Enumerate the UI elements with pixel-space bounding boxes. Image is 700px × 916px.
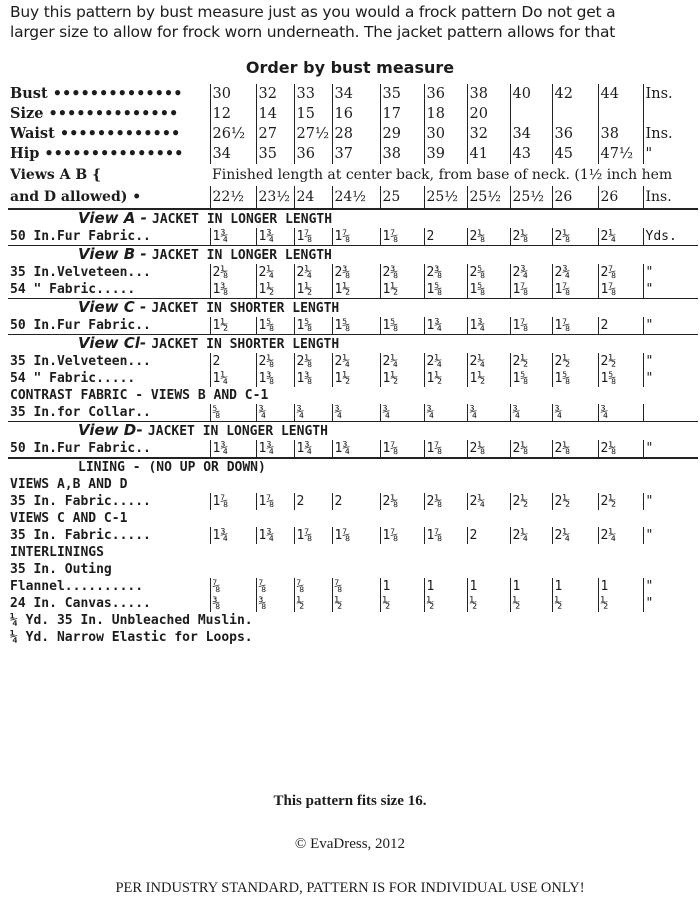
table-row [8,144,698,164]
value-cell: 1⅝ [294,317,332,335]
value-cell: 16 [332,104,380,124]
views-allowed: allowed) • [56,189,142,205]
value-cell: ½ [380,595,424,612]
value-cell: 25 [380,186,424,209]
row-label: 50 In.Fur Fabric.. [10,441,151,456]
table-row [8,440,698,458]
unit-cell: Ins. [643,84,698,104]
value-cell: 2¼ [467,353,510,370]
unit-cell: " [643,281,698,299]
value-cell: 25½ [424,186,467,209]
unit-cell: " [643,493,698,510]
value-cell: 36 [552,124,598,144]
value-cell: ½ [552,595,598,612]
value-cell: 2½ [510,353,552,370]
unit-cell: Ins. [643,124,698,144]
row-label: Waist ••••••••••••• [10,125,181,142]
value-cell: ⅞ [210,578,256,595]
value-cell: 2¼ [510,527,552,544]
unit-cell: Yds. [643,228,698,246]
value-cell: 1½ [210,317,256,335]
value-cell: 2⅛ [424,493,467,510]
value-cell: 39 [424,144,467,164]
value-cell: 2⅛ [210,264,256,281]
extra-item: ¼ Yd. 35 In. Unbleached Muslin. [10,613,253,628]
value-cell: 1⅞ [510,281,552,299]
value-cell: 1¾ [210,440,256,458]
value-cell [552,104,598,124]
value-cell: 1¾ [424,317,467,335]
value-cell: 1⅝ [467,281,510,299]
value-cell: 2⅝ [467,264,510,281]
lining-title: LINING - (NO UP OR DOWN) [8,458,698,476]
table-row [8,281,698,299]
value-cell: 2½ [598,353,643,370]
table-row [8,186,698,209]
row-heading: 35 In. Outing [10,562,112,577]
value-cell: 2¼ [598,527,643,544]
fit-note: This pattern fits size 16. [273,793,427,809]
value-cell: ¾ [294,404,332,422]
value-cell: 1⅞ [294,228,332,246]
table-row [8,578,698,595]
unit-cell: " [643,527,698,544]
unit-cell: Ins. [643,186,698,209]
value-cell: 1½ [256,281,294,299]
extra-item: ¼ Yd. Narrow Elastic for Loops. [10,630,253,645]
value-cell: 28 [332,124,380,144]
value-cell: 32 [256,84,294,104]
value-cell: 2¼ [332,353,380,370]
value-cell: 2½ [552,353,598,370]
value-cell: 1½ [332,281,380,299]
value-cell: 1⅝ [256,317,294,335]
unit-cell: " [643,353,698,370]
section-header [8,209,698,228]
value-cell: 1¾ [332,440,380,458]
value-cell: 47½ [598,144,643,164]
row-label: 24 In. Canvas..... [10,596,151,611]
value-cell: ⅜ [256,595,294,612]
row-label: Size •••••••••••••• [10,105,179,122]
value-cell: 2⅛ [552,228,598,246]
row-label: 35 In.Velveteen... [10,354,151,369]
unit-cell: " [643,595,698,612]
value-cell: 1½ [380,370,424,387]
value-cell: 30 [210,84,256,104]
value-cell: 1⅞ [510,317,552,335]
value-cell: 1¼ [210,370,256,387]
row-heading: INTERLININGS [10,545,104,560]
unit-cell: " [643,317,698,335]
unit-cell: " [643,370,698,387]
value-cell: ½ [510,595,552,612]
value-cell: 1¾ [210,527,256,544]
value-cell: ½ [598,595,643,612]
value-cell: 2¼ [598,228,643,246]
section-title [8,422,698,441]
value-cell: 2¾ [510,264,552,281]
value-cell: 38 [467,84,510,104]
value-cell: 2⅜ [332,264,380,281]
view-name: View D- [78,421,148,439]
views-and-d: and D [10,189,57,205]
value-cell: 2½ [598,493,643,510]
value-cell: 2⅛ [598,440,643,458]
value-cell: 23½ [256,186,294,209]
value-cell: 2⅛ [294,353,332,370]
value-cell: 1½ [380,281,424,299]
view-title: JACKET IN LONGER LENGTH [151,248,332,263]
value-cell: 2½ [552,493,598,510]
value-cell: 36 [294,144,332,164]
value-cell: 1½ [332,370,380,387]
table-row [8,228,698,246]
value-cell: 1¾ [210,228,256,246]
value-cell: 33 [294,84,332,104]
table-row [8,370,698,387]
value-cell: 32 [467,124,510,144]
unit-cell [643,104,698,124]
value-cell: 1 [598,578,643,595]
unit-cell: " [643,144,698,164]
usage-notice: PER INDUSTRY STANDARD, PATTERN IS FOR INDIVIDUAL USE ONLY! [115,880,585,896]
value-cell: 26 [598,186,643,209]
value-cell: ¾ [380,404,424,422]
value-cell: 2 [424,228,467,246]
table-row [8,510,698,527]
value-cell: 2 [467,527,510,544]
row-label: 35 In. Fabric..... [10,494,151,509]
value-cell: 24½ [332,186,380,209]
value-cell: ½ [424,595,467,612]
value-cell: 1⅜ [210,281,256,299]
value-cell: 35 [380,84,424,104]
view-name: View C - [78,298,152,316]
value-cell: 2⅜ [424,264,467,281]
value-cell: 2¼ [256,264,294,281]
value-cell: 1⅞ [294,527,332,544]
value-cell: ½ [467,595,510,612]
value-cell: ⅞ [332,578,380,595]
value-cell: 2 [294,493,332,510]
value-cell: 40 [510,84,552,104]
value-cell: 1¾ [256,228,294,246]
value-cell: ¾ [552,404,598,422]
view-title: JACKET IN LONGER LENGTH [152,212,333,227]
views-description: Finished length at center back, from base of neck. (1½ inch hem [212,167,673,183]
value-cell: 25½ [510,186,552,209]
value-cell: 1⅞ [424,440,467,458]
value-cell: 2⅛ [380,493,424,510]
value-cell: ⅞ [294,578,332,595]
value-cell: 1¾ [256,527,294,544]
table-row [8,629,698,646]
value-cell: 2¼ [380,353,424,370]
value-cell: 24 [294,186,332,209]
views-label-2 [8,186,210,209]
value-cell: ½ [332,595,380,612]
value-cell: 42 [552,84,598,104]
table-row [8,544,698,561]
unit-cell: " [643,264,698,281]
row-heading: CONTRAST FABRIC - VIEWS B AND C-1 [10,388,269,403]
value-cell: 43 [510,144,552,164]
section-title [8,299,698,318]
intro-line-2: larger size to allow for frock worn underneath. The jacket pattern allows for that [10,23,616,41]
view-name: View B - [78,245,152,263]
value-cell: 1¾ [294,440,332,458]
value-cell: 1½ [467,370,510,387]
table-row [8,84,698,104]
value-cell: 2⅛ [552,440,598,458]
value-cell: 2⅛ [467,440,510,458]
view-name: View A - [78,209,153,227]
section-header [8,246,698,265]
unit-cell: " [643,440,698,458]
value-cell: 2½ [510,493,552,510]
value-cell: 25½ [467,186,510,209]
value-cell: 2¾ [552,264,598,281]
value-cell: 2¼ [424,353,467,370]
value-cell [510,104,552,124]
value-cell: 37 [332,144,380,164]
row-label: 35 In.for Collar.. [10,405,151,420]
value-cell: 1⅝ [598,370,643,387]
value-cell: 1½ [424,370,467,387]
value-cell [598,104,643,124]
views-label: Views A B { [10,167,102,183]
value-cell: 1⅞ [380,440,424,458]
value-cell: ¾ [510,404,552,422]
row-label: 50 In.Fur Fabric.. [10,318,151,333]
value-cell: 34 [210,144,256,164]
row-label: 35 In.Velveteen... [10,265,151,280]
row-heading: VIEWS A,B AND D [10,477,128,492]
value-cell: 1⅞ [380,228,424,246]
row-label: 54 " Fabric..... [10,282,136,297]
value-cell: 1⅝ [552,370,598,387]
view-title: JACKET IN SHORTER LENGTH [151,301,340,316]
value-cell: 2 [598,317,643,335]
order-by-bust-title: Order by bust measure [245,58,455,77]
value-cell: ½ [294,595,332,612]
section-header [8,458,698,476]
value-cell: 1½ [294,281,332,299]
section-header [8,422,698,441]
value-cell: 2⅛ [510,440,552,458]
table-row [8,317,698,335]
value-cell: 30 [424,124,467,144]
table-row [8,561,698,578]
value-cell: 22½ [210,186,256,209]
value-cell: 1¾ [256,440,294,458]
value-cell: ⅝ [210,404,256,422]
view-name: View Cl- [78,334,152,352]
value-cell: 14 [256,104,294,124]
value-cell: ¾ [467,404,510,422]
value-cell: 34 [332,84,380,104]
row-label: Bust •••••••••••••• [10,85,183,102]
value-cell: 2⅛ [510,228,552,246]
value-cell: 1⅞ [598,281,643,299]
value-cell: ⅞ [256,578,294,595]
view-title: JACKET IN SHORTER LENGTH [151,337,340,352]
value-cell: 1⅞ [210,493,256,510]
value-cell: 1⅞ [332,228,380,246]
value-cell: 2⅛ [467,228,510,246]
value-cell: 18 [424,104,467,124]
value-cell: 1 [380,578,424,595]
table-row [8,404,698,422]
value-cell: 44 [598,84,643,104]
value-cell: 1⅞ [424,527,467,544]
value-cell: 26 [552,186,598,209]
value-cell: ¾ [256,404,294,422]
value-cell: 1⅞ [552,281,598,299]
value-cell: ⅜ [210,595,256,612]
row-label: 54 " Fabric..... [10,371,136,386]
value-cell: 35 [256,144,294,164]
value-cell: 38 [598,124,643,144]
value-cell: 34 [510,124,552,144]
value-cell: 2⅜ [380,264,424,281]
value-cell: 1⅞ [332,527,380,544]
value-cell: 1⅞ [552,317,598,335]
value-cell: 20 [467,104,510,124]
value-cell: 41 [467,144,510,164]
section-title [8,209,698,228]
table-row [8,527,698,544]
value-cell: 1 [467,578,510,595]
value-cell: 1 [424,578,467,595]
value-cell: 29 [380,124,424,144]
section-header [8,299,698,318]
value-cell: 1¾ [467,317,510,335]
value-cell: 15 [294,104,332,124]
value-cell: 2¼ [552,527,598,544]
value-cell: 1 [552,578,598,595]
value-cell: 27½ [294,124,332,144]
table-row [8,476,698,493]
section-title [8,335,698,354]
value-cell: ¾ [332,404,380,422]
section-title [8,246,698,265]
table-row [8,124,698,144]
intro-instructions [10,2,694,42]
value-cell: ¾ [598,404,643,422]
intro-line-1: Buy this pattern by bust measure just as you would a frock pattern Do not get a [10,3,616,21]
value-cell: 1⅜ [256,370,294,387]
value-cell: 36 [424,84,467,104]
value-cell: 38 [380,144,424,164]
row-label: 35 In. Fabric..... [10,528,151,543]
value-cell: 27 [256,124,294,144]
value-cell: 1⅞ [256,493,294,510]
table-row [8,387,698,404]
view-title: JACKET IN LONGER LENGTH [147,424,328,439]
row-label: Hip ••••••••••••••• [10,145,184,162]
section-header [8,335,698,354]
table-row [8,104,698,124]
value-cell: 1⅝ [332,317,380,335]
value-cell: 45 [552,144,598,164]
value-cell: 2 [210,353,256,370]
unit-cell [643,404,698,422]
value-cell: 1 [510,578,552,595]
value-cell: 1⅝ [380,317,424,335]
row-label: 50 In.Fur Fabric.. [10,229,151,244]
table-row [8,353,698,370]
table-row [8,595,698,612]
table-row [8,164,698,186]
value-cell: 2¼ [467,493,510,510]
value-cell: 2¼ [294,264,332,281]
copyright-note: © EvaDress, 2012 [294,836,406,852]
value-cell: 26½ [210,124,256,144]
table-row [8,264,698,281]
value-cell: 1⅝ [510,370,552,387]
value-cell: 2 [332,493,380,510]
table-row [8,493,698,510]
yardage-table [8,84,698,646]
value-cell: 1⅝ [424,281,467,299]
value-cell: 1⅜ [294,370,332,387]
value-cell: 1⅞ [380,527,424,544]
value-cell: 2⅞ [598,264,643,281]
value-cell: 12 [210,104,256,124]
row-heading: VIEWS C AND C-1 [10,511,128,526]
table-row [8,612,698,629]
value-cell: 17 [380,104,424,124]
row-label: Flannel.......... [10,579,144,594]
value-cell: 2⅛ [256,353,294,370]
value-cell: ¾ [424,404,467,422]
unit-cell: " [643,578,698,595]
